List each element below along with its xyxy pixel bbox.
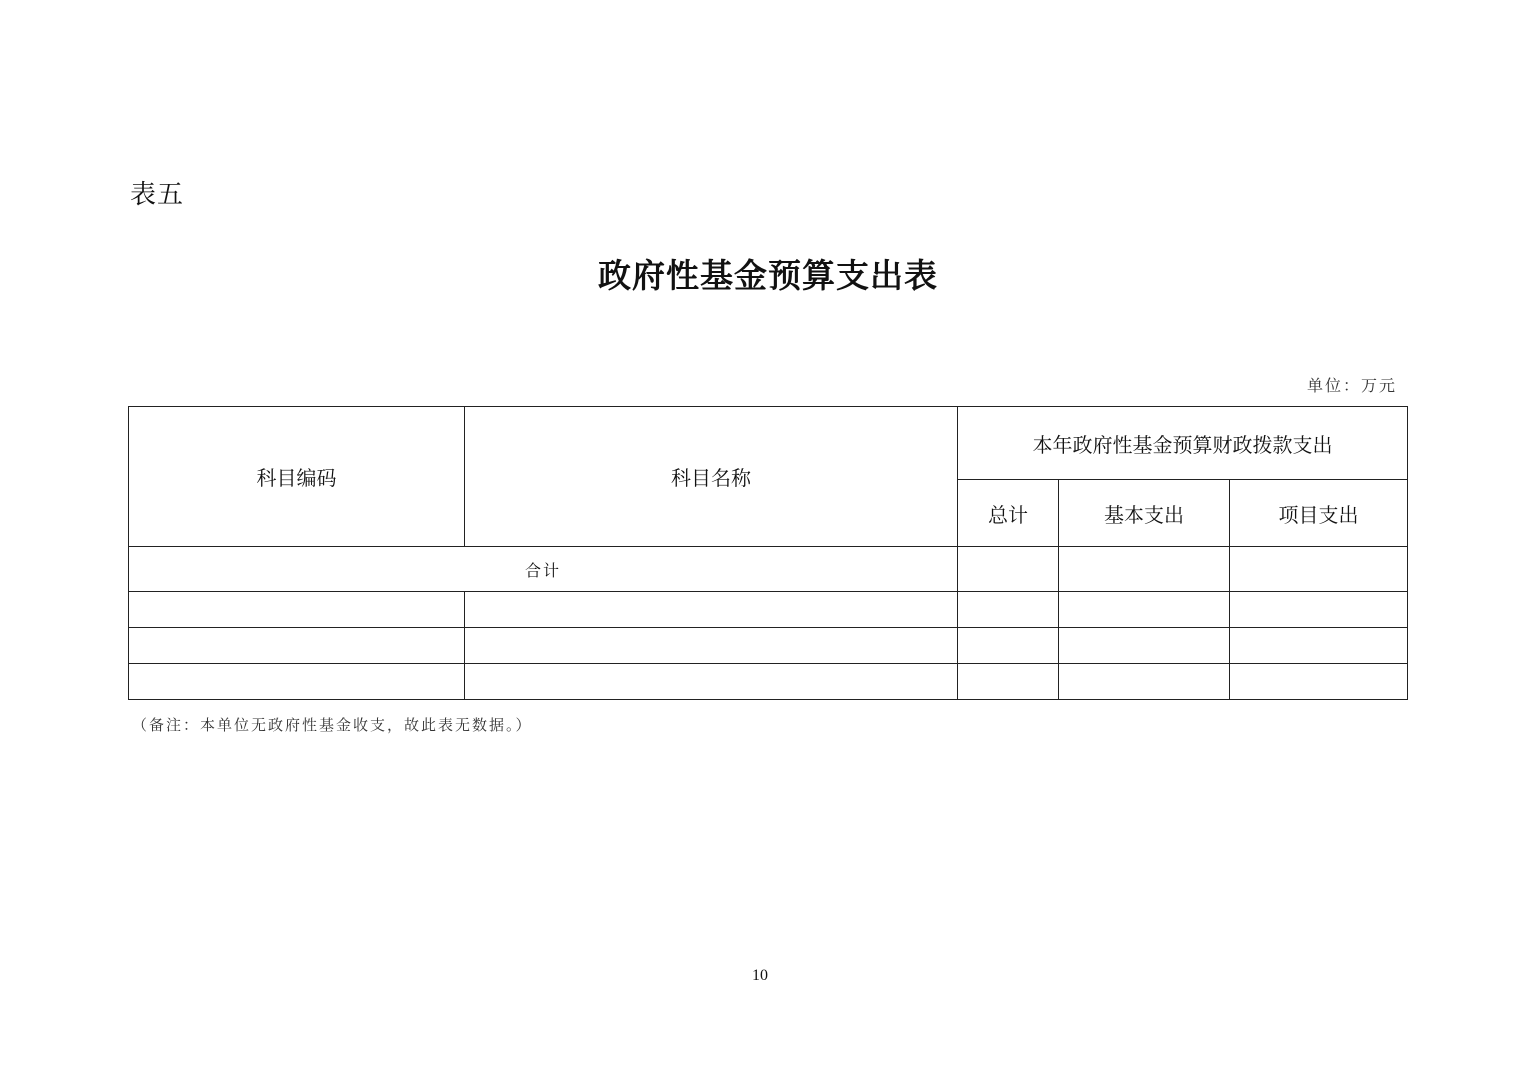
subject-name-cell [465,592,958,628]
header-row [129,407,1408,480]
header-subject-code: 科目编码 [129,407,465,547]
header-basic-expenditure: 基本支出 [1059,480,1230,547]
project-cell [1230,664,1408,700]
total-cell [958,592,1059,628]
table-row [129,664,1408,700]
subject-name-cell [465,628,958,664]
total-cell [958,664,1059,700]
header-total: 总计 [958,480,1059,547]
page-number: 10 [752,967,768,984]
subject-name-cell [465,664,958,700]
budget-table [128,406,1408,700]
table-note: （备注：本单位无政府性基金收支，故此表无数据。） [132,716,533,734]
project-cell [1230,592,1408,628]
total-row-basic-cell [1059,547,1230,592]
page-title: 政府性基金预算支出表 [598,256,938,295]
table-row [129,628,1408,664]
project-cell [1230,628,1408,664]
basic-cell [1059,664,1230,700]
header-project-expenditure: 项目支出 [1230,480,1408,547]
total-cell [958,628,1059,664]
total-row-label: 合计 [129,547,958,592]
basic-cell [1059,628,1230,664]
header-subject-name: 科目名称 [465,407,958,547]
subject-code-cell [129,628,465,664]
unit-label: 单位：万元 [1306,376,1397,395]
table-row [129,592,1408,628]
total-row-total-cell [958,547,1059,592]
subject-code-cell [129,664,465,700]
total-row-project-cell [1230,547,1408,592]
header-appropriation-group: 本年政府性基金预算财政拨款支出 [958,407,1408,480]
table-label: 表五 [130,180,185,210]
subject-code-cell [129,592,465,628]
total-row [129,547,1408,592]
basic-cell [1059,592,1230,628]
